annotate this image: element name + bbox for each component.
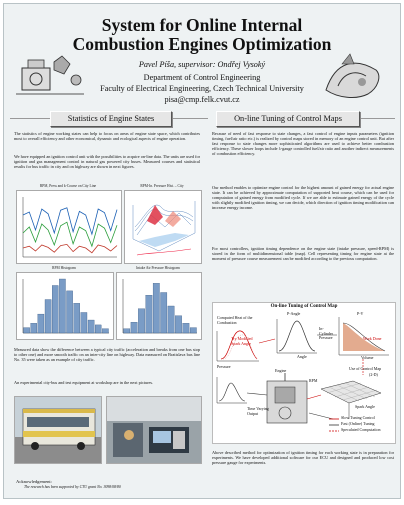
left-paragraph-3: Measured data show the difference between a typical city traffic (acceleration and breaks from one bus stop to other one) and more smooth traffic on an inter-city line on highway. Data measured on Bratislava bus line No. 35 were taken as an example of city traffic. bbox=[14, 347, 200, 362]
divider bbox=[359, 118, 395, 119]
line-chart bbox=[16, 190, 122, 264]
label-p-v: P-V bbox=[357, 311, 364, 316]
histogram-bar bbox=[146, 295, 152, 333]
histogram-bar bbox=[190, 328, 196, 333]
label-p-angle: P-Angle bbox=[287, 311, 301, 316]
pressure-histogram bbox=[116, 272, 202, 340]
bus-photo bbox=[14, 396, 102, 464]
histogram-bar bbox=[59, 279, 65, 333]
diagram-title: On-line Tuning of Control Map bbox=[270, 304, 338, 309]
right-paragraph-3: For most controllers, ignition timing dependence on the engine state (intake pressure, speed-RPM) is stored in the form of multidimensional table (map). Cell representing timing for engine state at the moment of pressure course measurement can be modified according to the previous computation. bbox=[212, 246, 394, 261]
label-rpm: RPM bbox=[309, 378, 318, 383]
fig2-caption: RPM-In. Pressure Hist. – City bbox=[140, 184, 184, 188]
histogram-bar bbox=[131, 322, 137, 333]
histogram-bar bbox=[24, 328, 30, 333]
rpm-histogram bbox=[16, 272, 114, 340]
histogram-bar bbox=[74, 303, 80, 333]
label-spark-angle: Spark Angle bbox=[355, 404, 375, 409]
label-use-control-map: Use of Control Map bbox=[349, 366, 382, 371]
label-try-modified: Try Modified Spark Angle bbox=[231, 336, 253, 346]
section-heading-statistics: Statistics of Engine States bbox=[50, 111, 172, 127]
label-work-done: Work Done bbox=[363, 336, 382, 341]
legend-item: Fast (Online) Tuning bbox=[341, 421, 375, 426]
series-line-k bbox=[23, 244, 117, 252]
legend-item: Slow Tuning Control bbox=[341, 415, 375, 420]
control-map-diagram bbox=[212, 302, 396, 444]
histogram-bar bbox=[52, 285, 58, 333]
histogram-bar bbox=[67, 291, 73, 333]
histogram-bar bbox=[31, 323, 37, 333]
right-paragraph-2: Our method enables to optimize engine control for the highest amount of gained energy for actual engine state. It can be achieved by approximate computation of supported heat course, which can be used for computation of gained energy from modified cycle. If we are able to estimate gained energy of the cycle with slightly modified ignition timing, we can decide, which direction of ignition timing modification can increase energy income. bbox=[212, 185, 394, 210]
label-computed-heat: Computed Heat of the Combustion bbox=[217, 315, 253, 325]
histogram-bar bbox=[95, 325, 101, 333]
right-paragraph-4: Above described method for optimization of ignition timing for each working state is in preparation for experiments. We have developed additional software for our ECU and designed and produced low cost pressure gauge for experiments. bbox=[212, 450, 394, 465]
histogram-bar bbox=[81, 312, 87, 333]
department: Department of Control Engineering bbox=[143, 73, 261, 82]
divider bbox=[172, 118, 208, 119]
authors: Pavel Píša, supervisor: Ondřej Vysoký bbox=[138, 60, 266, 69]
faculty: Faculty of Electrical Engineering, Czech Technical University bbox=[100, 84, 304, 93]
histogram-bar bbox=[45, 300, 51, 333]
fig1-caption: RPM, Press and k-Course on City Line bbox=[39, 184, 97, 188]
histogram-bar bbox=[183, 323, 189, 333]
label-angle: Angle bbox=[297, 354, 307, 359]
left-paragraph-2: We have equipped an ignition control unit with the possibilities to acquire on-line data. The units are used for ignition and gas management control in natural gas powered city buses. Measured courses and statistical results for bus traffic in city and on highway are shown in next figures. bbox=[14, 154, 200, 169]
histogram-bar bbox=[153, 283, 159, 333]
divider bbox=[10, 118, 50, 119]
histogram-bar bbox=[124, 329, 130, 333]
histogram-bar bbox=[38, 314, 44, 333]
histogram-bar bbox=[102, 329, 108, 333]
label-map-dims: (2-D) bbox=[369, 372, 378, 377]
fig4-caption: Intake Air Pressure Histogram bbox=[136, 266, 180, 270]
poster-title: System for Online Internal Combustion Engines Optimization bbox=[72, 15, 332, 54]
surface-plot bbox=[124, 190, 202, 264]
legend-item: Speculated Computation bbox=[341, 427, 381, 432]
histogram-bar bbox=[175, 316, 181, 333]
histogram-bar bbox=[138, 309, 144, 333]
workshop-photo bbox=[106, 396, 202, 464]
right-paragraph-1: Because of need of fast response to state changes, a fast control of engine inputs parameters (ignition timing, fuel/air ratio etc.) is realized by control maps stored in memory of an engine control unit. But after fast response to state changes more sophisticated algorithms are used to achieve better combustion efficiency. These slower loops include λ-gauge controlled fuel/air ratio and another indirect measurements of combustion efficiency. bbox=[212, 131, 394, 156]
label-volume: Volume bbox=[361, 355, 374, 360]
section-heading-tuning: On-line Tuning of Control Maps bbox=[216, 111, 360, 127]
histogram-bar bbox=[168, 306, 174, 333]
histogram-bar bbox=[161, 293, 167, 334]
left-paragraph-4: An experimental city-bus and test equipment at workshop are in the next pictures. bbox=[14, 380, 154, 385]
acknowledgement-title: Acknowledgement: bbox=[16, 479, 52, 484]
series-line-rpm bbox=[23, 208, 117, 234]
label-pressure: Pressure bbox=[217, 364, 231, 369]
label-time-varying: Time Varying Output bbox=[247, 406, 269, 416]
label-engine: Engine bbox=[275, 368, 287, 373]
poster bbox=[3, 3, 401, 499]
fig3-caption: RPM Histogram bbox=[52, 266, 76, 270]
histogram-bar bbox=[88, 320, 94, 333]
label-ic-cylinder: In-Cylinder Pressure bbox=[319, 326, 333, 340]
email: pisa@cmp.felk.cvut.cz bbox=[164, 95, 240, 104]
left-paragraph-1: The statistics of engine working states can help to focus on areas of engine state space, which contributes most to overall efficiency and other economical, dynamic and ecological aspects of engine operation. bbox=[14, 131, 200, 141]
acknowledgement-text: The research has been supported by CTU grant No. 3098/08/80 bbox=[24, 485, 121, 489]
